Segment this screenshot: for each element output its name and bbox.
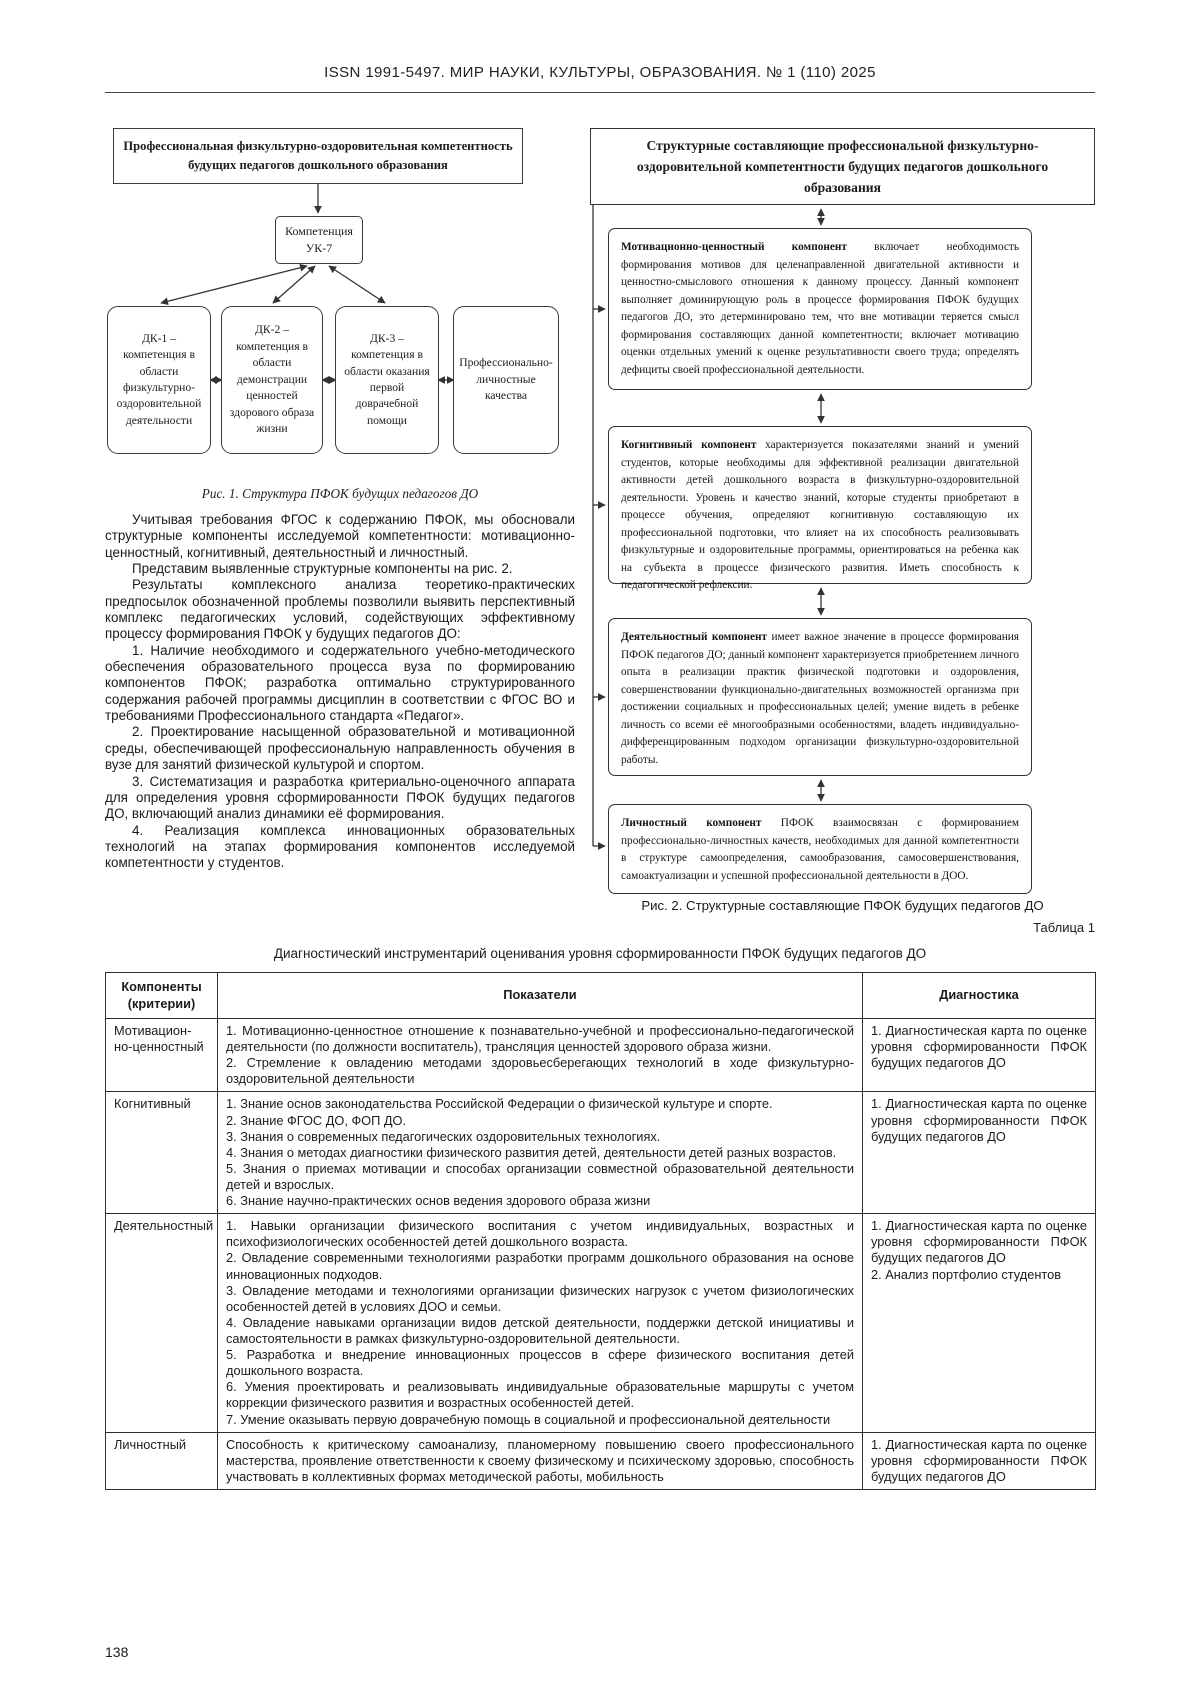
table-header-row: [106, 973, 1096, 1019]
component-name: Когнитивный компонент: [621, 439, 757, 451]
figure2-component-cognitive: [608, 426, 1032, 591]
table-row: [106, 1092, 1096, 1214]
component-text: характеризуется показателями знаний и умений студентов, которые необходимы для эффективной реализации двигательной активности детей дошкольного возраста в физкультурно-оздоровительной деятельности. Уровень и качество знаний, которые студенты приобретают в процессе обучения, определяют когнитивную составляющую их профессиональной подготовки, что влияет на их способность реализовывать физкультурные и оздоровительные программы, ориентироваться на ребенка как на субъекта в процессе физического развития. Иметь способность к педагогической рефлексии.: [621, 439, 1020, 591]
figure1-caption: Рис. 1. Структура ПФОК будущих педагогов ДО: [201, 486, 479, 501]
figure2-component-motivational: [608, 228, 1032, 390]
table-caption: Диагностический инструментарий оценивания уровня сформированности ПФОК будущих педагогов ДО: [273, 946, 927, 961]
body-paragraph: Представим выявленные структурные компоненты на рис. 2.: [132, 561, 513, 577]
component-cell: Личностный: [106, 1432, 218, 1489]
indicators-cell: Способность к критическому самоанализу, планомерному повышению своего профессионального мастерства, проявление ответственности к своему физическому и психическому здоровью, способность участвовать в коллективных формах методической работы, мобильность: [218, 1432, 863, 1489]
figure2-title-box: Структурные составляющие профессиональной физкультурно-оздоровительной компетентности будущих педагогов дошкольного образования: [590, 128, 1095, 205]
table-header-diagnostics: Диагностика: [863, 973, 1096, 1019]
figure2-component-activity: [608, 618, 1032, 776]
table-header-components: Компоненты (критерии): [106, 973, 218, 1019]
component-name: Личностный компонент: [621, 817, 762, 829]
figure1-personal-qualities-box: Профессионально-личностные качества: [453, 306, 559, 454]
body-paragraph: Результаты комплексного анализа теоретико-практических предпосылок обозначенной проблемы позволили выявить перспективный комплекс педагогических условий, содействующих эффективному процессу формирования ПФОК у будущих педагогов ДО:: [105, 577, 575, 642]
diagnostics-cell: 1. Диагностическая карта по оценке уровня сформированности ПФОК будущих педагогов ДО: [863, 1092, 1096, 1214]
page-number: 138: [105, 1644, 129, 1660]
diagnostics-cell: 1. Диагностическая карта по оценке уровня сформированности ПФОК будущих педагогов ДО: [863, 1432, 1096, 1489]
component-text: имеет важное значение в процессе формирования ПФОК педагогов ДО; данный компонент характеризуется приобретением личного опыта в реализации практик физической подготовки и оздоровления, совершенствовании функционально-двигательных возможностей организма при достижении социальных и профессиональных целей; умение видеть в ребенке личность со всеми её многообразными особенностями, владеть индивидуально-дифференцированным подходом организации физкультурно-оздоровительной работы.: [621, 631, 1019, 766]
article-body: [105, 512, 575, 872]
journal-header-text: ISSN 1991-5497. МИР НАУКИ, КУЛЬТУРЫ, ОБРАЗОВАНИЯ. № 1 (110) 2025: [324, 64, 876, 81]
table-row: [106, 1019, 1096, 1092]
figure2-caption: Рис. 2. Структурные составляющие ПФОК будущих педагогов ДО: [641, 898, 1044, 913]
table-header-indicators: Показатели: [218, 973, 863, 1019]
indicators-cell: 1. Мотивационно-ценностное отношение к познавательно-учебной и профессионально-педагогической деятельности (по должности воспитатель), трансляция ценностей здорового образа жизни. 2. Стремление к овладению методами здоровьесберегающих технологий в ходе физкультурно-оздоровительной деятельности: [218, 1019, 863, 1092]
figure2-diagram: [590, 128, 1095, 888]
diagnostics-table: [105, 972, 1096, 1490]
component-text: включает необходимость формирования мотивов для целенаправленной двигательной активности и ценностно-смыслового отношения к данному процессу. Данный компонент выполняет доминирующую роль в процессе формирования ПФОК будущих педагогов ДО, это детерминировано тем, что вне мотивации теряется смысл формирования составляющих данной компетентности; включает мотивацию оценки отдельных умений к оценке результативности своего труда; определять дефициты своей профессиональной деятельности.: [621, 241, 1019, 376]
figure2-component-personal: [608, 804, 1032, 894]
header-divider: [105, 92, 1095, 93]
table-label: Таблица 1: [1033, 920, 1095, 935]
diagnostics-cell: 1. Диагностическая карта по оценке уровня сформированности ПФОК будущих педагогов ДО 2. Анализ портфолио студентов: [863, 1214, 1096, 1432]
figure1-dk3-box: ДК-3 – компетенция в области оказания первой доврачебной помощи: [335, 306, 439, 454]
figure1-diagram: [105, 126, 575, 478]
body-paragraph: 4. Реализация комплекса инновационных образовательных технологий на этапах формирования компонентов исследуемой компетентности у студентов.: [105, 822, 575, 871]
body-paragraph: Учитывая требования ФГОС к содержанию ПФОК, мы обосновали структурные компоненты исследуемой компетентности: мотивационно-ценностный, когнитивный, деятельностный и личностный.: [105, 512, 575, 560]
component-cell: Деятельностный: [106, 1214, 218, 1432]
table-row: [106, 1214, 1096, 1432]
table-row: [106, 1432, 1096, 1489]
component-cell: Когнитивный: [106, 1092, 218, 1214]
body-paragraph: 3. Систематизация и разработка критериально-оценочного аппарата для определения уровня сформированности ПФОК будущих педагогов ДО, включающий анализ динамики её формирования.: [105, 773, 575, 822]
figure1-uk7-box: Компетенция УК-7: [275, 216, 363, 264]
diagnostics-cell: 1. Диагностическая карта по оценке уровня сформированности ПФОК будущих педагогов ДО: [863, 1019, 1096, 1092]
component-text: ПФОК взаимосвязан с формированием профессионально-личностных качеств, необходимых для данной компетентности в структуре самоопределения, самообразования, самосовершенствования, самоактуализации и успешной профессиональной деятельности в ДОО.: [621, 817, 1019, 882]
component-cell: Мотивацион-но-ценностный: [106, 1019, 218, 1092]
figure1-dk2-box: ДК-2 – компетенция в области демонстрации ценностей здорового образа жизни: [221, 306, 323, 454]
body-paragraph: 2. Проектирование насыщенной образовательной и мотивационной среды, обеспечивающей профессиональную направленность обучения в вузе для занятий физической культурой и спортом.: [105, 724, 575, 773]
component-name: Деятельностный компонент: [621, 631, 768, 643]
figure1-top-box: Профессиональная физкультурно-оздоровительная компетентность будущих педагогов дошкольного образования: [113, 128, 523, 184]
indicators-cell: 1. Знание основ законодательства Российской Федерации о физической культуре и спорте. 2. Знание ФГОС ДО, ФОП ДО. 3. Знания о современных педагогических оздоровительных технологиях. 4. Знания о методах диагностики физического развития детей, деятельности детей разных возрастов. 5. Знания о приемах мотивации и способах организации совместной образовательной деятельности детей и взрослых. 6. Знание научно-практических основ ведения здорового образа жизни: [218, 1092, 863, 1214]
indicators-cell: 1. Навыки организации физического воспитания с учетом индивидуальных, возрастных и психофизиологических особенностей детей дошкольного возраста. 2. Овладение современными технологиями разработки программ дошкольного образования на основе инновационных подходов. 3. Овладение методами и технологиями организации физических нагрузок с учетом физиологических особенностей детей в условиях ДОО и семьи. 4. Овладение навыками организации видов детской деятельности, поддержки детской инициативы и самостоятельности в рамках физкультурно-оздоровительной деятельности. 5. Разработка и внедрение инновационных процессов в сфере физического воспитания детей дошкольного возраста. 6. Умения проектировать и реализовывать индивидуальные образовательные маршруты с учетом коррекции физического развития и возрастных особенностей детей. 7. Умение оказывать первую доврачебную помощь в социальной и профессиональной деятельности: [218, 1214, 863, 1432]
component-name: Мотивационно-ценностный компонент: [621, 241, 847, 253]
body-paragraph: 1. Наличие необходимого и содержательного учебно-методического обеспечения образовательного процесса вуза по формированию компонентов ПФОК; разработка оптимально структурированного содержания рабочей программы дисциплин в соответствии с ФГОС ВО и требованиями Профессионального стандарта «Педагог».: [105, 642, 575, 724]
figure1-dk1-box: ДК-1 – компетенция в области физкультурно-оздоровительной деятельности: [107, 306, 211, 454]
